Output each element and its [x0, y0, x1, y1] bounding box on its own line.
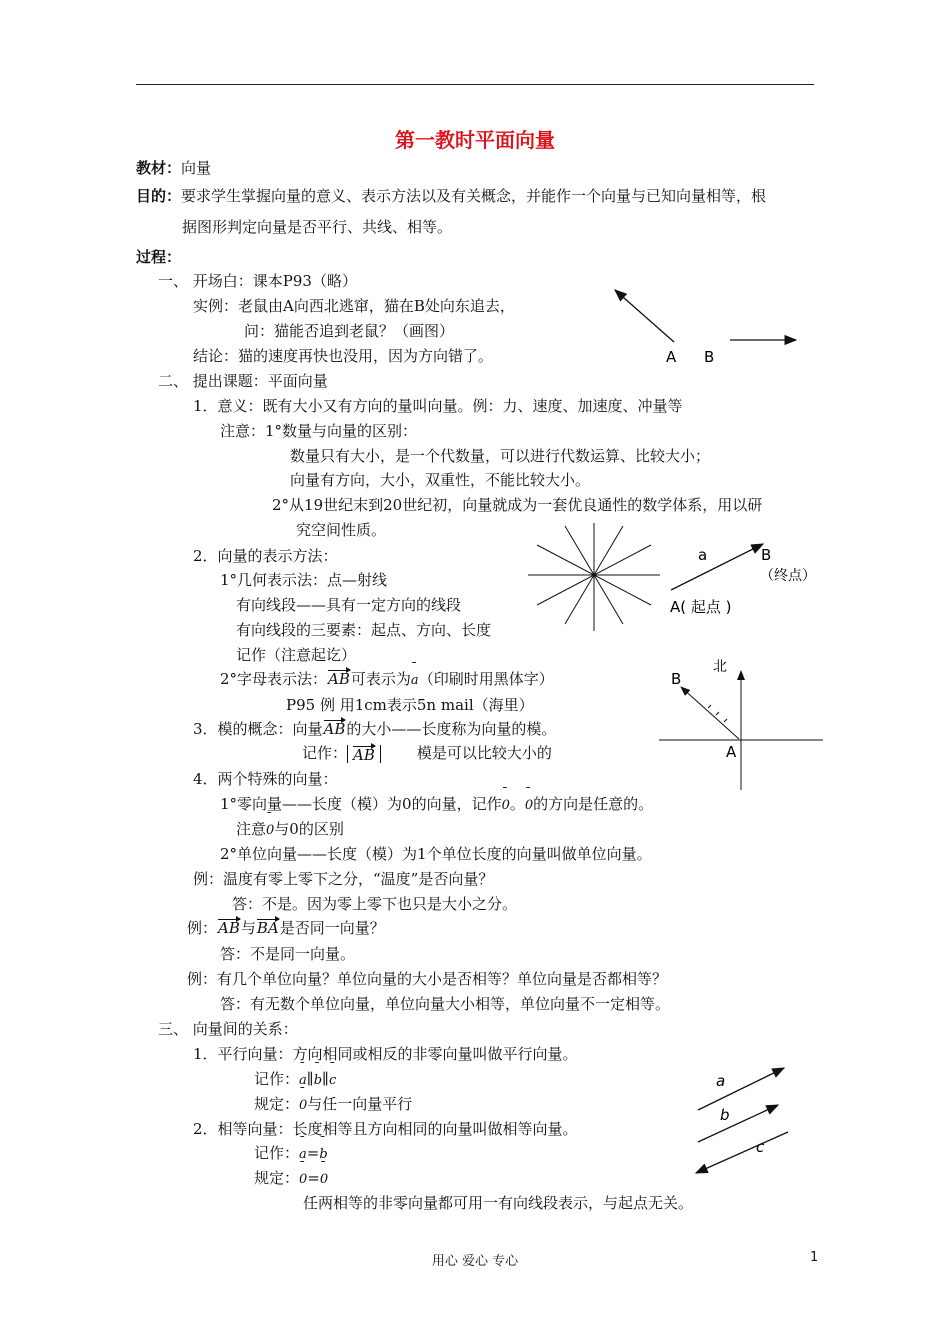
s2-1-n3a: 2°从19世纪末到20世纪初，向量就成为一套优良通性的数学体系，用以研	[272, 496, 763, 514]
s3-2-last: 任两相等的非零向量都可用一有向线段表示，与起点无关。	[303, 1194, 694, 1212]
s2-1-n1: 数量只有大小，是一个代数量，可以进行代数运算、比较大小；	[290, 447, 711, 465]
point-A-label: A	[666, 348, 677, 366]
vector-AB-line	[681, 687, 739, 739]
s2-2: 2．向量的表示方法：	[193, 547, 338, 565]
mudi-label: 目的：	[136, 187, 182, 205]
figure-parallel-vectors	[690, 1060, 800, 1180]
s3-1-gd-post: 与任一向量平行	[307, 1095, 413, 1113]
s2-2-e-mid: 可表示为	[350, 670, 411, 688]
s1-conclusion: 结论：猫的速度再快也没用，因为方向错了。	[193, 347, 494, 365]
mouse-direction-arrow	[615, 290, 674, 342]
s3-2-rule	[254, 1168, 328, 1190]
s2-2-b: 有向线段——具有一定方向的线段	[236, 596, 462, 614]
figure-directed-segment	[665, 538, 825, 620]
s2-3-cmp: 模是可以比较大小的	[416, 744, 552, 762]
vector-a: ¯ a	[411, 671, 419, 691]
vector-AB: AB	[353, 746, 375, 764]
ex2-mid: 与	[240, 919, 256, 937]
s3-1-gd: 规定：	[254, 1095, 300, 1113]
figure-rays	[525, 520, 665, 635]
s2-3-pre: 3．模的概念：向量	[193, 720, 323, 738]
s3-2: 2．相等向量：长度相等且方向相同的向量叫做相等向量。	[193, 1120, 578, 1138]
s2-1-note: 注意：1°数量与向量的区别：	[220, 422, 418, 440]
zero-vector: ¯ 0	[266, 821, 274, 841]
s2-2-e-post: （印刷时用黑体字）	[418, 670, 554, 688]
s2-4-a-pre: 1°零向量——长度（模）为0的向量，记作	[220, 795, 502, 813]
s2-2-f: P95 例 用1cm表示5n mail（海里）	[286, 696, 534, 714]
vector-BA: BA	[256, 919, 279, 937]
s3-2-gd: 规定：	[254, 1169, 300, 1187]
example-2	[187, 918, 385, 938]
zero-vector: ¯ 0	[525, 796, 533, 816]
zero-vector: ¯ 0	[299, 1170, 307, 1190]
label-a: a	[716, 1072, 726, 1090]
label-B: B	[761, 546, 772, 564]
page-number: 1	[810, 1250, 819, 1265]
parallel-sign: ∥	[322, 1070, 329, 1088]
point-B-label: B	[704, 348, 715, 366]
s2-2-c: 有向线段的三要素：起点、方向、长度	[236, 621, 492, 639]
north-label: 北	[713, 659, 727, 675]
jiaocai-line	[136, 158, 211, 178]
s2-1-n2: 向量有方向，大小，双重性，不能比较大小。	[290, 471, 591, 489]
jiaocai-value: 向量	[181, 159, 212, 177]
s2-4-b-pre: 注意	[236, 820, 267, 838]
vector-b: ¯ b	[319, 1145, 327, 1165]
guocheng-label: 过程：	[136, 248, 182, 266]
point-B-label: B	[671, 670, 682, 688]
label-a: a	[698, 546, 708, 564]
s2-2-a: 1°几何表示法：点—射线	[220, 571, 388, 589]
s2-1-n3b: 究空间性质。	[296, 521, 387, 539]
vector-c: ¯ c	[329, 1071, 336, 1091]
figure-cat-mouse	[600, 280, 810, 372]
s2-4-b	[236, 819, 344, 841]
vector-AB: AB	[218, 919, 240, 937]
example-1: 例：温度有零上零下之分，“温度”是否向量？	[193, 870, 494, 888]
vector-a-arrow	[698, 1068, 784, 1110]
s3-1-jz: 记作：	[254, 1070, 300, 1088]
section-3: 三、 向量间的关系：	[158, 1020, 298, 1038]
label-start: A( 起点 )	[670, 598, 732, 616]
s3-1-notation	[254, 1069, 336, 1091]
s2-4: 4．两个特殊的向量：	[193, 770, 338, 788]
point-A-label: A	[726, 743, 737, 761]
mudi-text-1: 要求学生掌握向量的意义、表示方法以及有关概念，并能作一个向量与已知向量相等，根	[181, 187, 767, 205]
s2-2-d: 记作（注意起讫）	[236, 646, 357, 664]
s2-3-jz: 记作：	[302, 744, 348, 762]
ex2-post: 是否同一向量？	[279, 919, 385, 937]
vector-a: ¯ a	[299, 1145, 307, 1165]
s1-question: 问：猫能否追到老鼠？（画图）	[244, 322, 455, 340]
page-title: 第一教时平面向量	[395, 128, 555, 152]
s2-4-a	[220, 794, 653, 816]
s2-4-c: 2°单位向量——长度（模）为1个单位长度的向量叫做单位向量。	[220, 845, 652, 863]
equals-sign: =	[306, 1144, 320, 1162]
label-b: b	[720, 1106, 730, 1124]
vector-b-arrow	[698, 1105, 778, 1142]
vector-AB: AB	[328, 670, 350, 688]
jiaocai-label: 教材：	[136, 159, 182, 177]
s2-3-post: 的大小——长度称为向量的模。	[346, 720, 557, 738]
example-3: 例：有几个单位向量？单位向量的大小是否相等？单位向量是否都相等？	[187, 970, 668, 988]
s2-1: 1．意义：既有大小又有方向的量叫向量。例：力、速度、加速度、冲量等	[193, 397, 683, 415]
s2-3-notation	[302, 743, 552, 763]
s2-3	[193, 719, 556, 739]
mudi-text-2: 据图形判定向量是否平行、共线、相等。	[182, 218, 453, 236]
parallel-sign: ∥	[306, 1070, 314, 1088]
vector-AB: AB	[323, 720, 346, 738]
figure-north-axes	[655, 655, 827, 795]
s3-1: 1．平行向量：方向相同或相反的非零向量叫做平行向量。	[193, 1045, 578, 1063]
s3-2-notation	[254, 1143, 328, 1165]
mudi-line	[136, 186, 766, 206]
s2-4-a-mid: 。	[509, 795, 525, 813]
s2-2-e-pre: 2°字母表示法：	[220, 670, 328, 688]
vector-b: ¯ b	[314, 1071, 322, 1091]
answer-2: 答：不是同一向量。	[220, 945, 356, 963]
s2-2-e	[220, 669, 554, 691]
s2-4-a-post: 的方向是任意的。	[533, 795, 654, 813]
header-rule	[136, 84, 814, 85]
label-c: c	[756, 1138, 765, 1156]
s3-2-jz: 记作：	[254, 1144, 300, 1162]
vector-c-arrow	[696, 1132, 788, 1173]
s1-example: 实例：老鼠由A向西北逃窜，猫在B处向东追去，	[193, 297, 515, 315]
s3-1-rule	[254, 1094, 412, 1116]
zero-vector: ¯ 0	[320, 1170, 328, 1190]
modulus-AB	[347, 745, 381, 763]
equals-sign: =	[307, 1169, 320, 1187]
zero-vector: ¯ 0	[299, 1096, 307, 1116]
section-2: 二、 提出课题：平面向量	[158, 372, 328, 390]
s2-4-b-post: 与0的区别	[274, 820, 344, 838]
ex2-pre: 例：	[187, 919, 218, 937]
footer: 用心 爱心 专心	[431, 1254, 519, 1269]
answer-1: 答：不是。因为零上零下也只是大小之分。	[232, 895, 518, 913]
directed-segment-arrow	[671, 544, 763, 590]
zero-vector: ¯ 0	[502, 796, 510, 816]
vector-a: ¯ a	[299, 1071, 307, 1091]
answer-3: 答：有无数个单位向量，单位向量大小相等，单位向量不一定相等。	[220, 995, 671, 1013]
section-1: 一、 开场白：课本P93（略）	[158, 272, 357, 290]
label-end: （终点）	[760, 568, 816, 584]
